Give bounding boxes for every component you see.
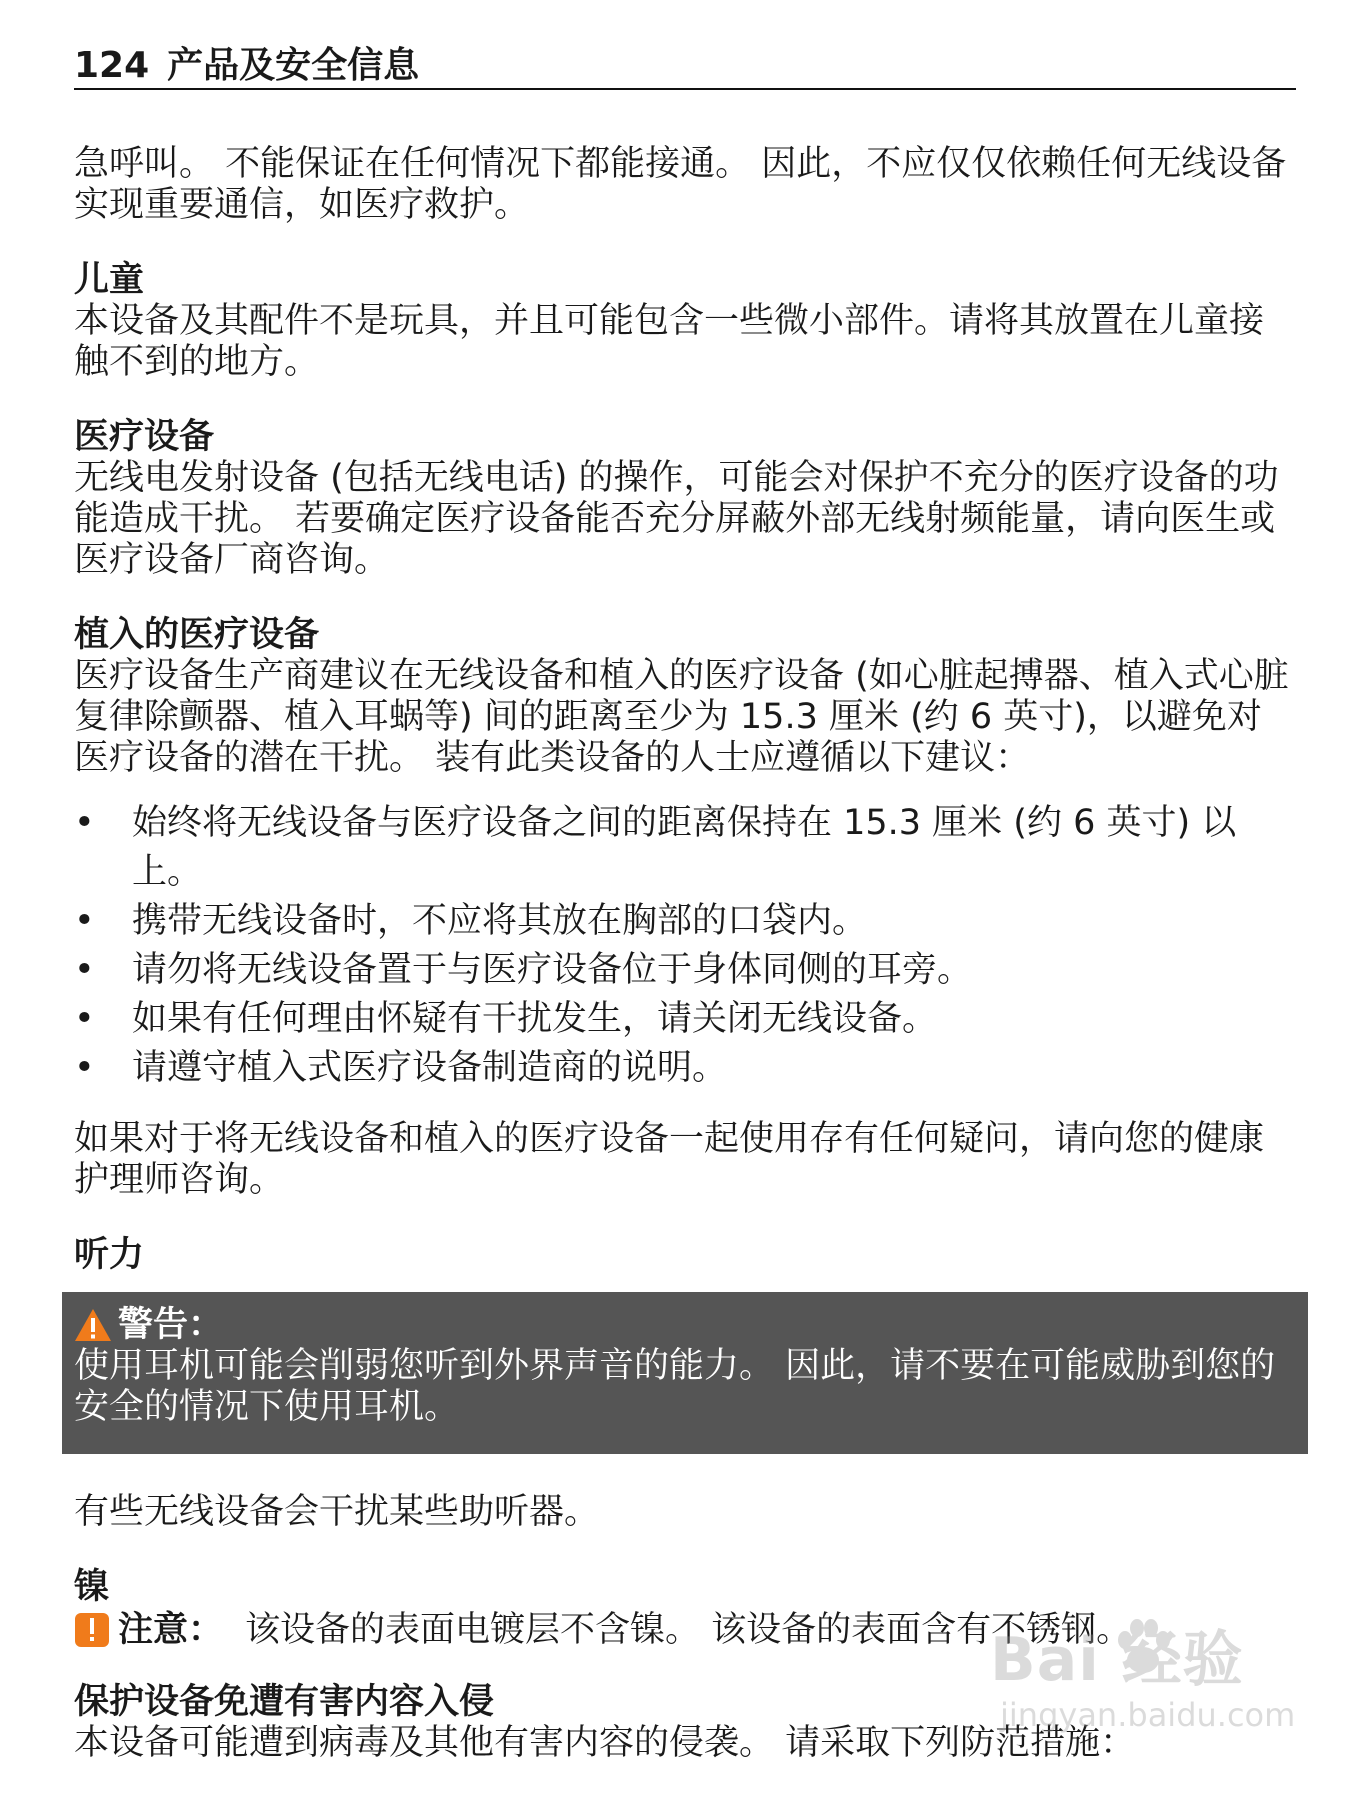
header-text <box>74 46 1296 86</box>
note-label: 注意： <box>118 1610 224 1650</box>
warning-box <box>62 1292 1308 1454</box>
hearing-paragraph: 有些无线设备会干扰某些助听器。 <box>74 1492 600 1532</box>
warning-text: 使用耳机可能会削弱您听到外界声音的能力。 因此，请不要在可能威胁到您的安全的情况下使用耳机。 <box>74 1346 1276 1427</box>
bullet-text: 始终将无线设备与医疗设备之间的距离保持在 15.3 厘米 (约 6 英寸) 以上。 <box>132 803 1237 892</box>
header-title: 产品及安全信息 <box>167 45 420 86</box>
section-heading-protect: 保护设备免遭有害内容入侵 <box>74 1682 495 1722</box>
bullet-text: 请勿将无线设备置于与医疗设备位于身体同侧的耳旁。 <box>132 950 973 990</box>
bullet-text: 如果有任何理由怀疑有干扰发生，请关闭无线设备。 <box>132 999 938 1039</box>
watermark <box>990 1612 1300 1742</box>
note-text: 该设备的表面电镀层不含镍。 该设备的表面含有不锈钢。 <box>245 1610 1132 1650</box>
implanted-bullet-list <box>74 799 1296 1093</box>
list-item <box>74 995 1296 1044</box>
section-heading-implanted: 植入的医疗设备 <box>74 615 320 655</box>
warning-title <box>74 1304 1296 1346</box>
list-item <box>74 946 1296 995</box>
list-item <box>74 1044 1296 1093</box>
list-item <box>74 799 1296 897</box>
bullet-text: 携带无线设备时，不应将其放在胸部的口袋内。 <box>132 901 868 941</box>
warning-triangle-icon <box>74 1307 112 1343</box>
watermark-url: jingyan.baidu.com <box>1000 1696 1296 1734</box>
section-heading-children: 儿童 <box>74 260 145 300</box>
bullet-mark: • <box>74 901 95 941</box>
page-number: 124 <box>74 45 150 86</box>
warning-label: 警告： <box>118 1305 224 1345</box>
bullet-mark: • <box>74 999 95 1039</box>
medical-paragraph: 无线电发射设备 (包括无线电话) 的操作，可能会对保护不充分的医疗设备的功能造成干扰。 若要确定医疗设备能否充分屏蔽外部无线射频能量，请向医生或医疗设备厂商咨询。 <box>74 458 1279 580</box>
page-header <box>74 46 1296 90</box>
children-paragraph: 本设备及其配件不是玩具，并且可能包含一些微小部件。请将其放置在儿童接触不到的地方。 <box>74 301 1265 382</box>
section-heading-hearing: 听力 <box>74 1235 145 1275</box>
bullet-mark: • <box>74 1048 95 1088</box>
implanted-paragraph: 医疗设备生产商建议在无线设备和植入的医疗设备 (如心脏起搏器、植入式心脏复律除颤器、植入耳蜗等) 间的距离至少为 15.3 厘米 (约 6 英寸)，以避免对医疗设备的潜在干扰。 装有此类设备的人士应遵循以下建议： <box>74 656 1289 778</box>
bullet-text: 请遵守植入式医疗设备制造商的说明。 <box>132 1048 728 1088</box>
list-item <box>74 897 1296 946</box>
section-heading-nickel: 镍 <box>74 1567 110 1607</box>
protect-paragraph: 本设备可能遭到病毒及其他有害内容的侵袭。 请采取下列防范措施： <box>74 1723 1136 1763</box>
bullet-mark: • <box>74 950 95 990</box>
intro-paragraph: 急呼叫。 不能保证在任何情况下都能接通。 因此，不应仅仅依赖任何无线设备实现重要通信，如医疗救护。 <box>74 144 1287 225</box>
watermark-brand: Bai 经验 <box>990 1625 1244 1695</box>
page-content <box>74 144 1296 1798</box>
implanted-closing-paragraph: 如果对于将无线设备和植入的医疗设备一起使用存有任何疑问，请向您的健康护理师咨询。 <box>74 1119 1265 1200</box>
section-heading-medical: 医疗设备 <box>74 417 215 457</box>
bullet-mark: • <box>74 803 95 843</box>
exclamation-square-icon <box>74 1612 110 1648</box>
